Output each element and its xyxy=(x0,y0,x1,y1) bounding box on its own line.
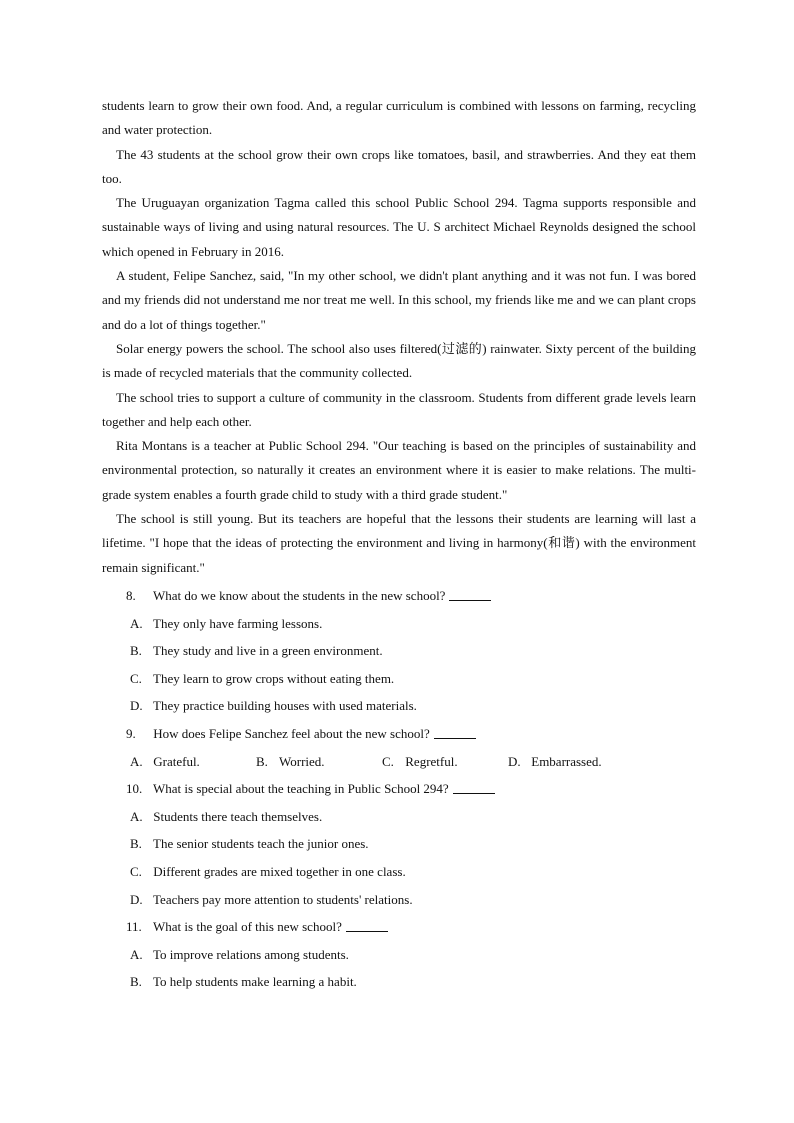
option-8b[interactable] xyxy=(102,637,696,665)
option-text: They study and live in a green environment. xyxy=(153,643,383,659)
option-text: Grateful. xyxy=(153,753,200,769)
option-8d[interactable] xyxy=(102,692,696,720)
question-number: 10. xyxy=(126,781,143,797)
answer-blank[interactable] xyxy=(453,779,495,794)
passage-paragraph: The Uruguayan organization Tagma called this school Public School 294. Tagma supports responsible and sustainable ways of living and using natural resources. The U. S architect Michael Reynolds designed the school which opened in February in 2016. xyxy=(102,195,696,259)
option-11a[interactable] xyxy=(102,941,696,969)
option-text: Students there teach themselves. xyxy=(153,808,323,824)
answer-blank[interactable] xyxy=(346,917,388,932)
passage-paragraph: Rita Montans is a teacher at Public School 294. "Our teaching is based on the principles of sustainability and environmental protection, so naturally it creates an environment where it is easier to make relations. The multi-grade system enables a fourth grade child to study with a third grade student." xyxy=(102,438,696,502)
reading-passage xyxy=(102,94,696,580)
option-10a[interactable] xyxy=(102,803,696,831)
passage-paragraph: The school tries to support a culture of community in the classroom. Students from different grade levels learn together and help each other. xyxy=(102,389,696,429)
option-letter: C. xyxy=(382,753,394,769)
passage-paragraph: students learn to grow their own food. And, a regular curriculum is combined with lessons on farming, recycling and water protection. xyxy=(102,98,696,138)
option-10b[interactable] xyxy=(102,830,696,858)
option-letter: A. xyxy=(130,946,143,962)
question-text: How does Felipe Sanchez feel about the new school? xyxy=(153,725,430,741)
question-10 xyxy=(102,775,696,803)
option-8c[interactable] xyxy=(102,665,696,693)
answer-blank[interactable] xyxy=(449,586,491,601)
option-letter: A. xyxy=(130,808,143,824)
option-8a[interactable] xyxy=(102,610,696,638)
option-letter: D. xyxy=(508,753,521,769)
question-number: 11. xyxy=(126,919,142,935)
option-text: Embarrassed. xyxy=(531,753,602,769)
option-letter: B. xyxy=(130,974,142,990)
passage-paragraph: The 43 students at the school grow their own crops like tomatoes, basil, and strawberries. And they eat them too. xyxy=(102,146,696,186)
question-text: What is the goal of this new school? xyxy=(153,919,342,935)
question-text: What is special about the teaching in Public School 294? xyxy=(153,781,449,797)
option-text: They learn to grow crops without eating them. xyxy=(153,670,395,686)
option-letter: D. xyxy=(130,891,143,907)
question-number: 8. xyxy=(126,588,136,603)
option-10c[interactable] xyxy=(102,858,696,886)
question-text: What do we know about the students in the new school? xyxy=(153,588,446,603)
option-text: Different grades are mixed together in one class. xyxy=(153,863,406,879)
question-9 xyxy=(102,720,696,748)
option-letter: D. xyxy=(130,698,143,714)
option-9d[interactable] xyxy=(508,748,634,776)
option-11b[interactable] xyxy=(102,968,696,996)
answer-blank[interactable] xyxy=(434,724,476,739)
option-text: To help students make learning a habit. xyxy=(153,974,357,990)
option-letter: C. xyxy=(130,863,142,879)
question-list xyxy=(102,582,696,996)
option-text: Teachers pay more attention to students' relations. xyxy=(153,891,413,907)
option-10d[interactable] xyxy=(102,886,696,914)
option-9a[interactable] xyxy=(130,748,256,776)
option-text: They practice building houses with used materials. xyxy=(153,698,417,714)
passage-paragraph: The school is still young. But its teachers are hopeful that the lessons their students are learning will last a lifetime. "I hope that the ideas of protecting the environment and living in harmony(和谐) with the environment remain significant." xyxy=(102,511,696,575)
option-text: To improve relations among students. xyxy=(153,946,349,962)
option-9b[interactable] xyxy=(256,748,382,776)
option-letter: A. xyxy=(130,753,143,769)
option-text: Worried. xyxy=(279,753,325,769)
option-letter: A. xyxy=(130,615,143,631)
passage-paragraph: A student, Felipe Sanchez, said, "In my other school, we didn't plant anything and it was not fun. I was bored and my friends did not understand me nor treat me well. In this school, my friends like me and we can plant crops and do a lot of things together." xyxy=(102,268,696,332)
option-letter: C. xyxy=(130,670,142,686)
option-letter: B. xyxy=(130,836,142,852)
option-text: The senior students teach the junior ones. xyxy=(153,836,369,852)
question-11 xyxy=(102,913,696,941)
option-text: They only have farming lessons. xyxy=(153,615,323,631)
question-8 xyxy=(102,582,696,610)
option-text: Regretful. xyxy=(405,753,458,769)
option-9c[interactable] xyxy=(382,748,508,776)
options-row-9 xyxy=(102,748,696,776)
passage-paragraph: Solar energy powers the school. The school also uses filtered(过滤的) rainwater. Sixty percent of the building is made of recycled materials that the community collected. xyxy=(102,340,696,381)
option-letter: B. xyxy=(256,753,268,769)
option-letter: B. xyxy=(130,643,142,659)
question-number: 9. xyxy=(126,725,136,741)
